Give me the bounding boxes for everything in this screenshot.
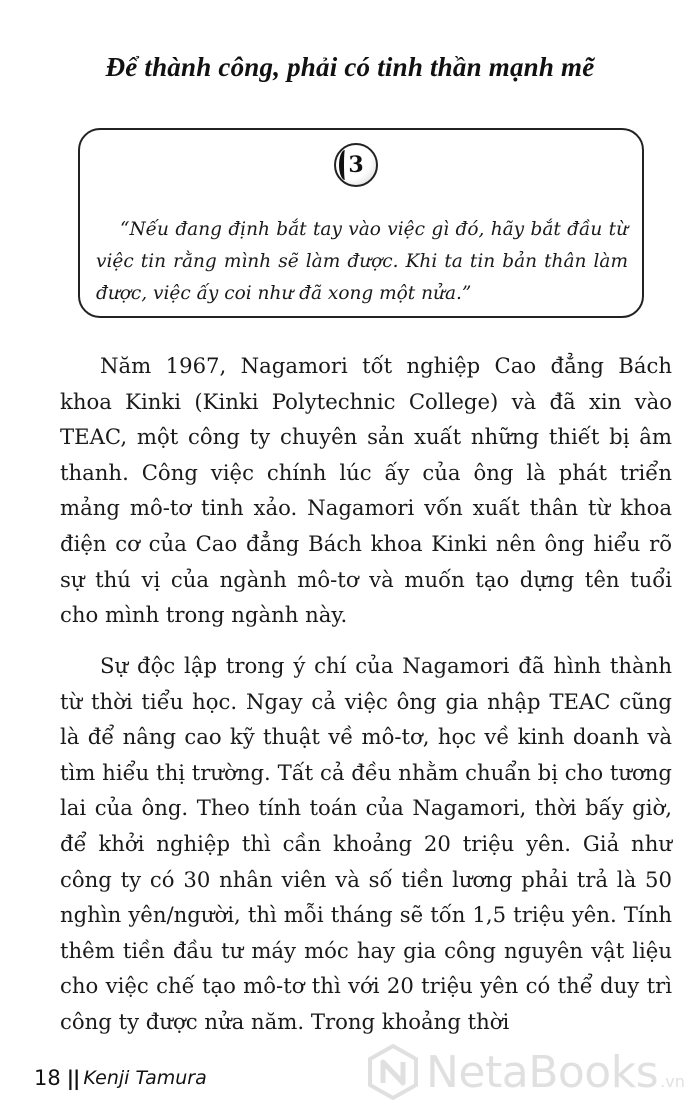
author-name: Kenji Tamura	[83, 1067, 207, 1089]
watermark-tld: .vn	[660, 1071, 685, 1091]
chapter-title: Để thành công, phải có tinh thần mạnh mẽ	[105, 52, 595, 82]
quote-text: “Nếu đang định bắt tay vào việc gì đó, hãy bắt đầu từ việc tin rằng mình sẽ làm được. Khi ta tin bản thân làm được, việc ấy coi như đã xong một nửa.”	[96, 219, 628, 304]
body-paragraph: Năm 1967, Nagamori tốt nghiệp Cao đẳng Bách khoa Kinki (Kinki Polytechnic College) và đã xin vào TEAC, một công ty chuyên sản xuất những thiết bị âm thanh. Công việc chính lúc ấy của ông là phát triển mảng mô-tơ tinh xảo. Nagamori vốn xuất thân từ khoa điện cơ của Cao đẳng Bách khoa Kinki nên ông hiểu rõ sự thú vị của ngành mô-tơ và muốn tạo dựng tên tuổi cho mình trong ngành này.	[60, 353, 672, 628]
watermark	[366, 1043, 685, 1101]
n-logo-icon	[366, 1043, 420, 1101]
page-footer	[34, 1066, 207, 1090]
quote-number-badge: 3	[334, 143, 378, 187]
quote-box	[78, 128, 644, 318]
watermark-brand: NetaBooks	[426, 1046, 659, 1098]
body-paragraph: Sự độc lập trong ý chí của Nagamori đã hình thành từ thời tiểu học. Ngay cả việc ông gia nhập TEAC cũng là để nâng cao kỹ thuật về mô-tơ, học về kinh doanh và tìm hiểu thị trường. Tất cả đều nhằm chuẩn bị cho tương lai của ông. Theo tính toán của Nagamori, thời bấy giờ, để khởi nghiệp thì cần khoảng 20 triệu yên. Giả như công ty có 30 nhân viên và số tiền lương phải trả là 50 nghìn yên/người, thì mỗi tháng sẽ tốn 1,5 triệu yên. Tính thêm tiền đầu tư máy móc hay gia công nguyên vật liệu cho việc chế tạo mô-tơ thì với 20 triệu yên có thể duy trì công ty được nửa năm. Trong khoảng thời	[60, 653, 672, 1034]
page-number: 18	[34, 1066, 61, 1090]
footer-separator: ||	[66, 1066, 80, 1090]
